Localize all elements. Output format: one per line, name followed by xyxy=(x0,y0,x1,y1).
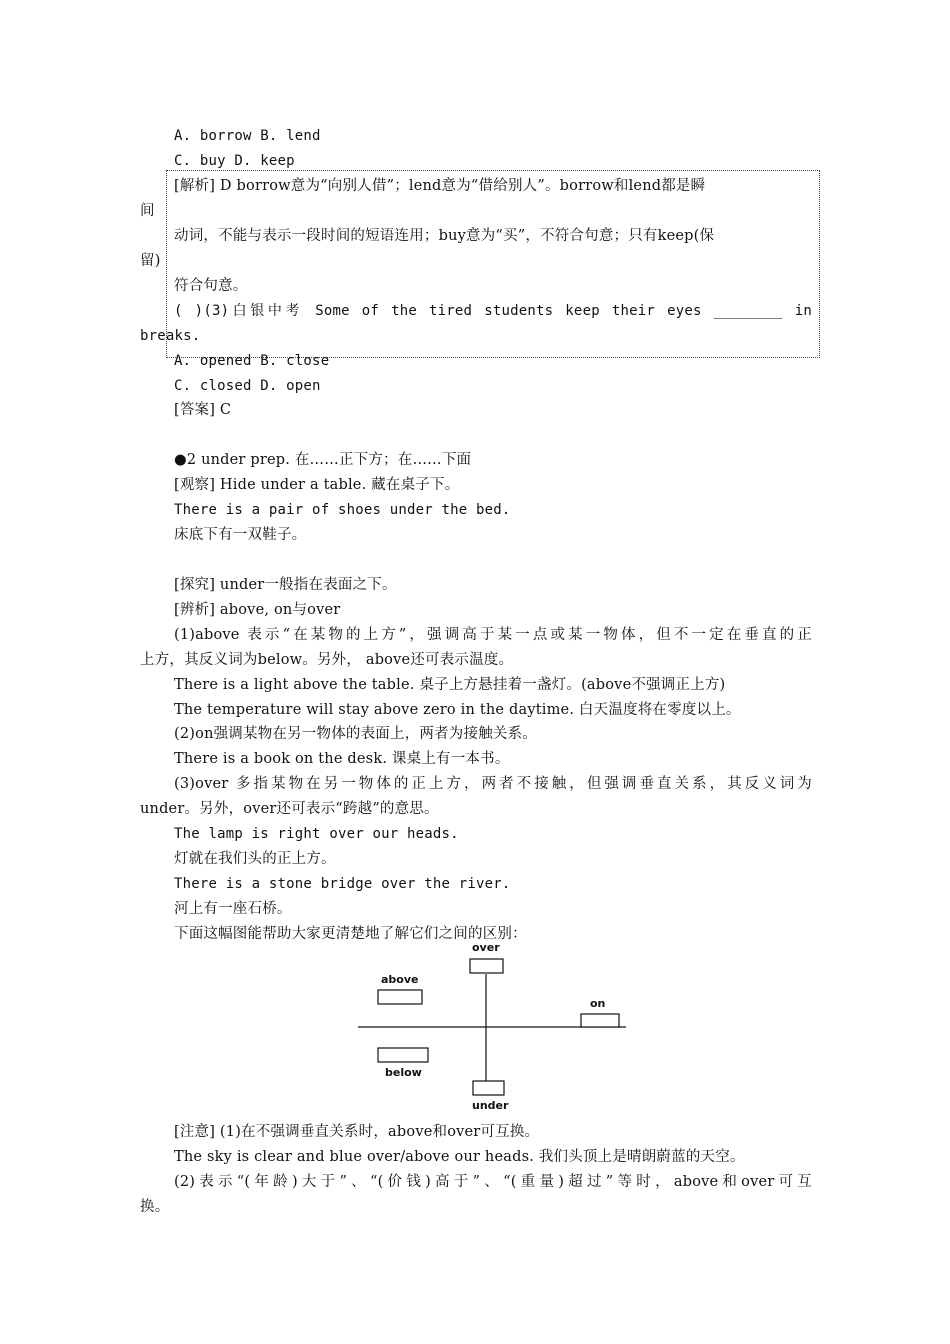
body-line: 上方，其反义词为below。另外， above还可表示温度。 xyxy=(140,652,514,668)
box-below xyxy=(378,1048,428,1062)
example-line: The sky is clear and blue over/above our heads. 我们头顶上是晴朗蔚蓝的天空。 xyxy=(174,1149,745,1165)
note-line: [注意] (1)在不强调垂直关系时，above和over可互换。 xyxy=(174,1124,540,1140)
example-line: [观察] Hide under a table. 藏在桌子下。 xyxy=(174,477,460,493)
note-line: (2)表示“(年龄)大于”、“(价钱)高于”、“(重量)超过”等时，above和over可互 xyxy=(174,1174,812,1190)
analysis-line: 留) xyxy=(140,253,161,269)
option-line: C. buy D. keep xyxy=(174,153,295,169)
note-line: 换。 xyxy=(140,1199,170,1215)
body-line: (1)above 表示“在某物的上方”，强调高于某一点或某一物体，但不一定在垂直的正 xyxy=(174,627,812,643)
example-line: The lamp is right over our heads. xyxy=(174,826,459,842)
section-heading: ●2 under prep. 在……正下方；在……下面 xyxy=(174,452,472,468)
analysis-line: [解析] D borrow意为“向别人借”；lend意为“借给别人”。borrow和lend都是瞬 xyxy=(174,178,706,194)
analysis-line: 间 xyxy=(140,203,155,219)
distinguish-heading: [辨析] above, on与over xyxy=(174,602,341,618)
body-line: under。另外，over还可表示“跨越”的意思。 xyxy=(140,801,439,817)
box-above xyxy=(378,990,422,1004)
box-on xyxy=(581,1014,619,1027)
body-line: (2)on强调某物在另一物体的表面上，两者为接触关系。 xyxy=(174,726,538,742)
question-line: breaks. xyxy=(140,328,201,344)
translation-line: 床底下有一双鞋子。 xyxy=(174,527,307,543)
label-over: over xyxy=(472,941,500,954)
label-under: under xyxy=(472,1099,509,1112)
example-line: There is a light above the table. 桌子上方悬挂着一盏灯。(above不强调正上方) xyxy=(174,677,726,693)
body-line: (3)over 多指某物在另一物体的正上方，两者不接触，但强调垂直关系，其反义词为 xyxy=(174,776,812,792)
option-line: A. opened B. close xyxy=(174,353,330,369)
box-under xyxy=(473,1081,504,1095)
option-line: A. borrow B. lend xyxy=(174,128,321,144)
translation-line: 河上有一座石桥。 xyxy=(174,901,292,917)
option-line: C. closed D. open xyxy=(174,378,321,394)
analysis-line: 动词，不能与表示一段时间的短语连用；buy意为“买”，不符合句意；只有keep(保 xyxy=(174,228,715,244)
box-over xyxy=(470,959,503,973)
label-below: below xyxy=(385,1066,422,1079)
question-line: ( )(3)白银中考 Some of the tired students keep their eyes ________ in xyxy=(174,303,812,319)
label-on: on xyxy=(590,997,606,1010)
label-above: above xyxy=(381,973,419,986)
example-line: There is a stone bridge over the river. xyxy=(174,876,511,892)
explore-line: [探究] under一般指在表面之下。 xyxy=(174,577,397,593)
example-line: There is a book on the desk. 课桌上有一本书。 xyxy=(174,751,510,767)
translation-line: 灯就在我们头的正上方。 xyxy=(174,851,336,867)
analysis-line: 符合句意。 xyxy=(174,278,248,294)
example-line: The temperature will stay above zero in the daytime. 白天温度将在零度以上。 xyxy=(174,702,741,718)
example-line: There is a pair of shoes under the bed. xyxy=(174,502,511,518)
body-line: 下面这幅图能帮助大家更清楚地了解它们之间的区别： xyxy=(174,926,527,942)
answer-line: [答案] C xyxy=(174,402,232,418)
preposition-diagram xyxy=(350,938,640,1116)
